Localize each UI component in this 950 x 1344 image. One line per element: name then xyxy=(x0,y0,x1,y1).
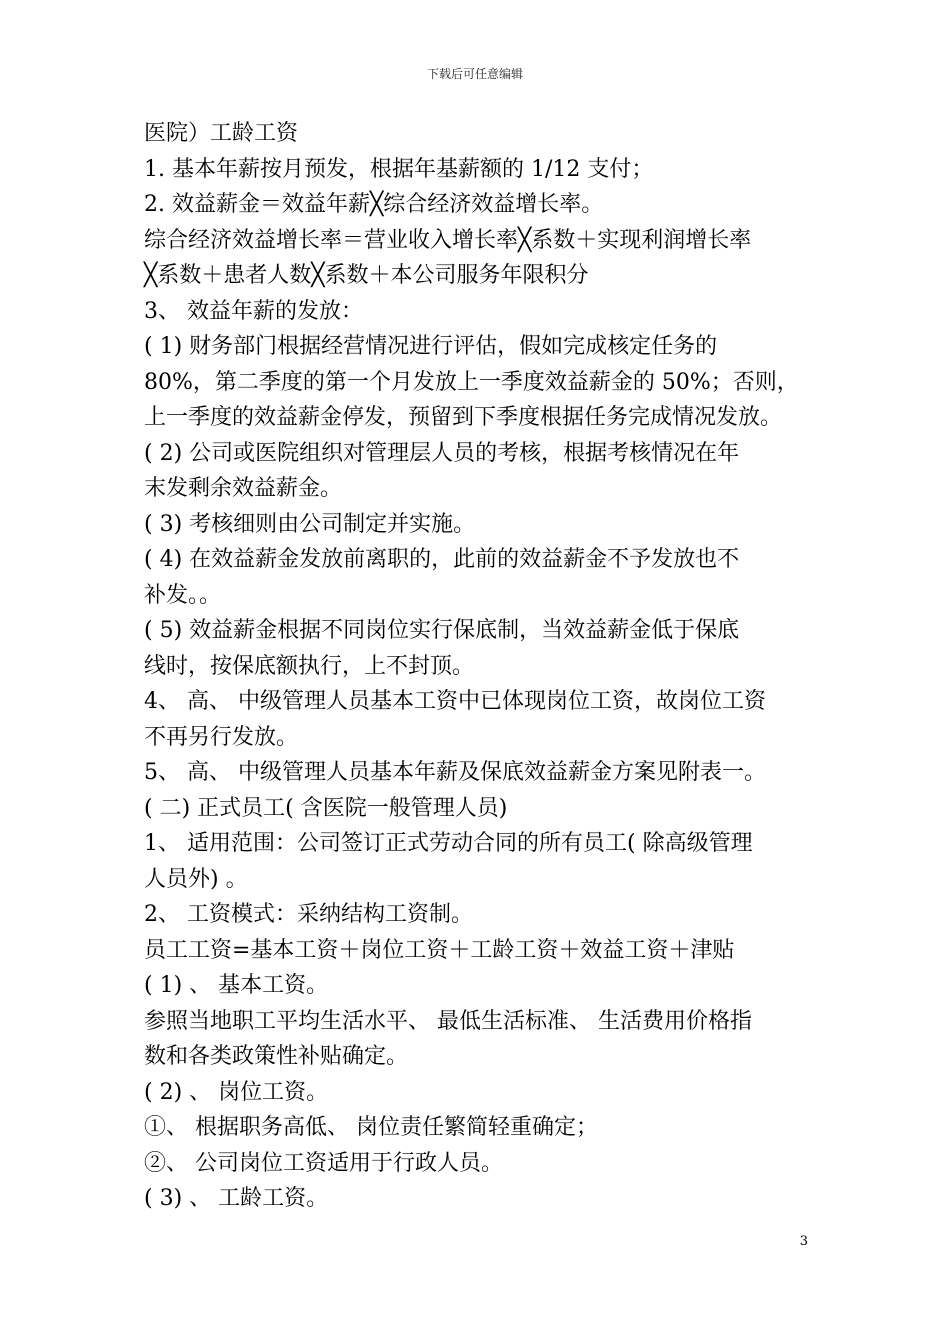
text-line: ( 1) 财务部门根据经营情况进行评估，假如完成核定任务的 xyxy=(144,334,718,359)
text-line: 2. 效益薪金＝效益年薪╳综合经济效益增长率。 xyxy=(144,192,604,217)
text-line: 末发剩余效益薪金。 xyxy=(144,476,343,501)
text-line: ( 4) 在效益薪金发放前离职的，此前的效益薪金不予发放也不 xyxy=(144,547,740,572)
text-line: ①、 根据职务高低、 岗位责任繁简轻重确定； xyxy=(144,1115,598,1140)
text-line: 员工工资=基本工资＋岗位工资＋工龄工资＋效益工资＋津贴 xyxy=(144,937,735,963)
text-line: 4、 高、 中级管理人员基本工资中已体现岗位工资，故岗位工资 xyxy=(144,689,766,714)
text-line: 2、 工资模式：采纳结构工资制。 xyxy=(144,902,473,927)
page-header: 下载后可任意编辑 xyxy=(426,67,523,81)
text-line: 上一季度的效益薪金停发，预留到下季度根据任务完成情况发放。 xyxy=(144,405,783,430)
text-line: 医院）工龄工资 xyxy=(144,121,299,146)
text-line: ②、 公司岗位工资适用于行政人员。 xyxy=(144,1150,503,1176)
page-number: 3 xyxy=(799,1234,808,1249)
document-body xyxy=(144,116,824,1217)
text-line: ( 3) 、 工龄工资。 xyxy=(144,1186,329,1211)
text-line: 3、 效益年薪的发放： xyxy=(144,298,363,324)
text-line: 人员外) 。 xyxy=(144,866,248,892)
text-line: ( 3) 考核细则由公司制定并实施。 xyxy=(144,511,476,537)
text-line: ( 2) 公司或医院组织对管理层人员的考核，根据考核情况在年 xyxy=(144,440,740,466)
text-line: ╳系数＋患者人数╳系数＋本公司服务年限积分 xyxy=(144,263,589,288)
text-line: 80%，第二季度的第一个月发放上一季度效益薪金的 50%；否则， xyxy=(144,369,799,395)
text-line: 参照当地职工平均生活水平、 最低生活标准、 生活费用价格指 xyxy=(144,1008,752,1034)
text-line: 综合经济效益增长率＝营业收入增长率╳系数＋实现利润增长率 xyxy=(144,227,752,253)
text-line: 补发。。 xyxy=(144,582,222,608)
text-line: ( 二) 正式员工( 含医院一般管理人员) xyxy=(144,795,508,821)
text-line: ( 2) 、 岗位工资。 xyxy=(144,1079,329,1105)
text-line: 5、 高、 中级管理人员基本年薪及保底效益薪金方案见附表一。 xyxy=(144,760,766,785)
text-line: ( 5) 效益薪金根据不同岗位实行保底制，当效益薪金低于保底 xyxy=(144,618,740,643)
text-line: 线时，按保底额执行，上不封顶。 xyxy=(144,653,475,679)
text-line: 1. 基本年薪按月预发，根据年基薪额的 1/12 支付； xyxy=(144,156,654,182)
text-line: 数和各类政策性补贴确定。 xyxy=(144,1044,409,1069)
text-line: 1、 适用范围：公司签订正式劳动合同的所有员工( 除高级管理 xyxy=(144,831,753,856)
text-line: 不再另行发放。 xyxy=(144,724,299,750)
text-line: ( 1) 、 基本工资。 xyxy=(144,973,329,998)
